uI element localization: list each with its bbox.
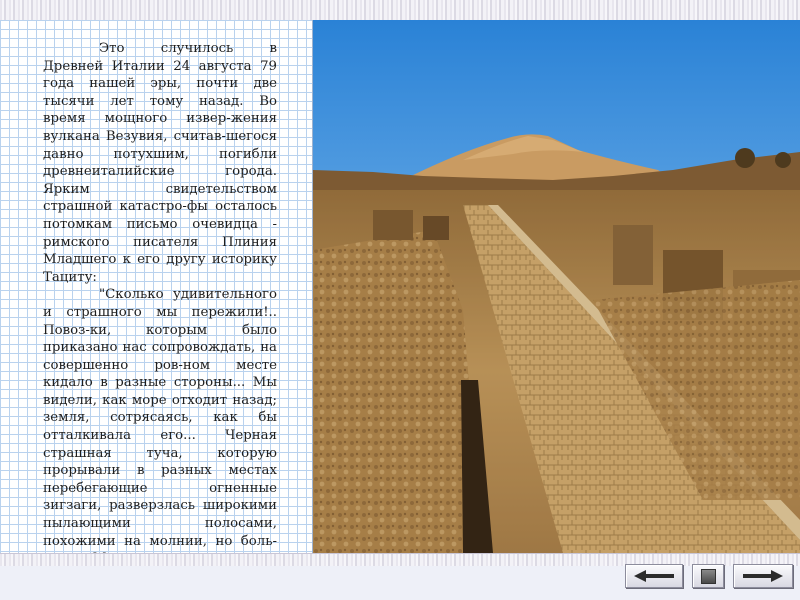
text-panel [0, 20, 313, 553]
arrow-left-icon [634, 570, 674, 582]
previous-page-button[interactable] [625, 564, 683, 588]
next-page-button[interactable] [733, 564, 793, 588]
paragraph-quote: "Сколько удивительного и страшного мы пережили!.. Повоз-ки, которым было приказано нас сопровождать, на совершенно ров-ном месте кидало в разные стороны... Мы видели, как море отходит назад; земля, сотрясаясь, как бы отталкивала его... Черная страшная туча, которую прорывали в разных местах перебегающие огненные зигзаги, разверзлась широкими пылающими полосами, похожими на молнии, но боль- [43, 287, 277, 549]
top-ornament-border [0, 0, 800, 21]
article-text [43, 40, 277, 585]
stop-button[interactable] [692, 564, 724, 588]
paragraph-intro: Это случилось в Древней Италии 24 августа 79 года нашей эры, почти две тысячи лет тому назад. Во время мощного извер-жения вулкана Везувия, считав-шегося давно потухшим, погибли древнеиталийские города. Ярким свидетельством страшной катастро-фы осталось потомкам письмо очевидца - римского писателя Плиния Младшего к его другу историку Тациту: [43, 41, 277, 285]
arrow-right-icon [743, 570, 783, 582]
stop-square-icon [701, 569, 716, 584]
pompeii-photo [313, 20, 800, 553]
